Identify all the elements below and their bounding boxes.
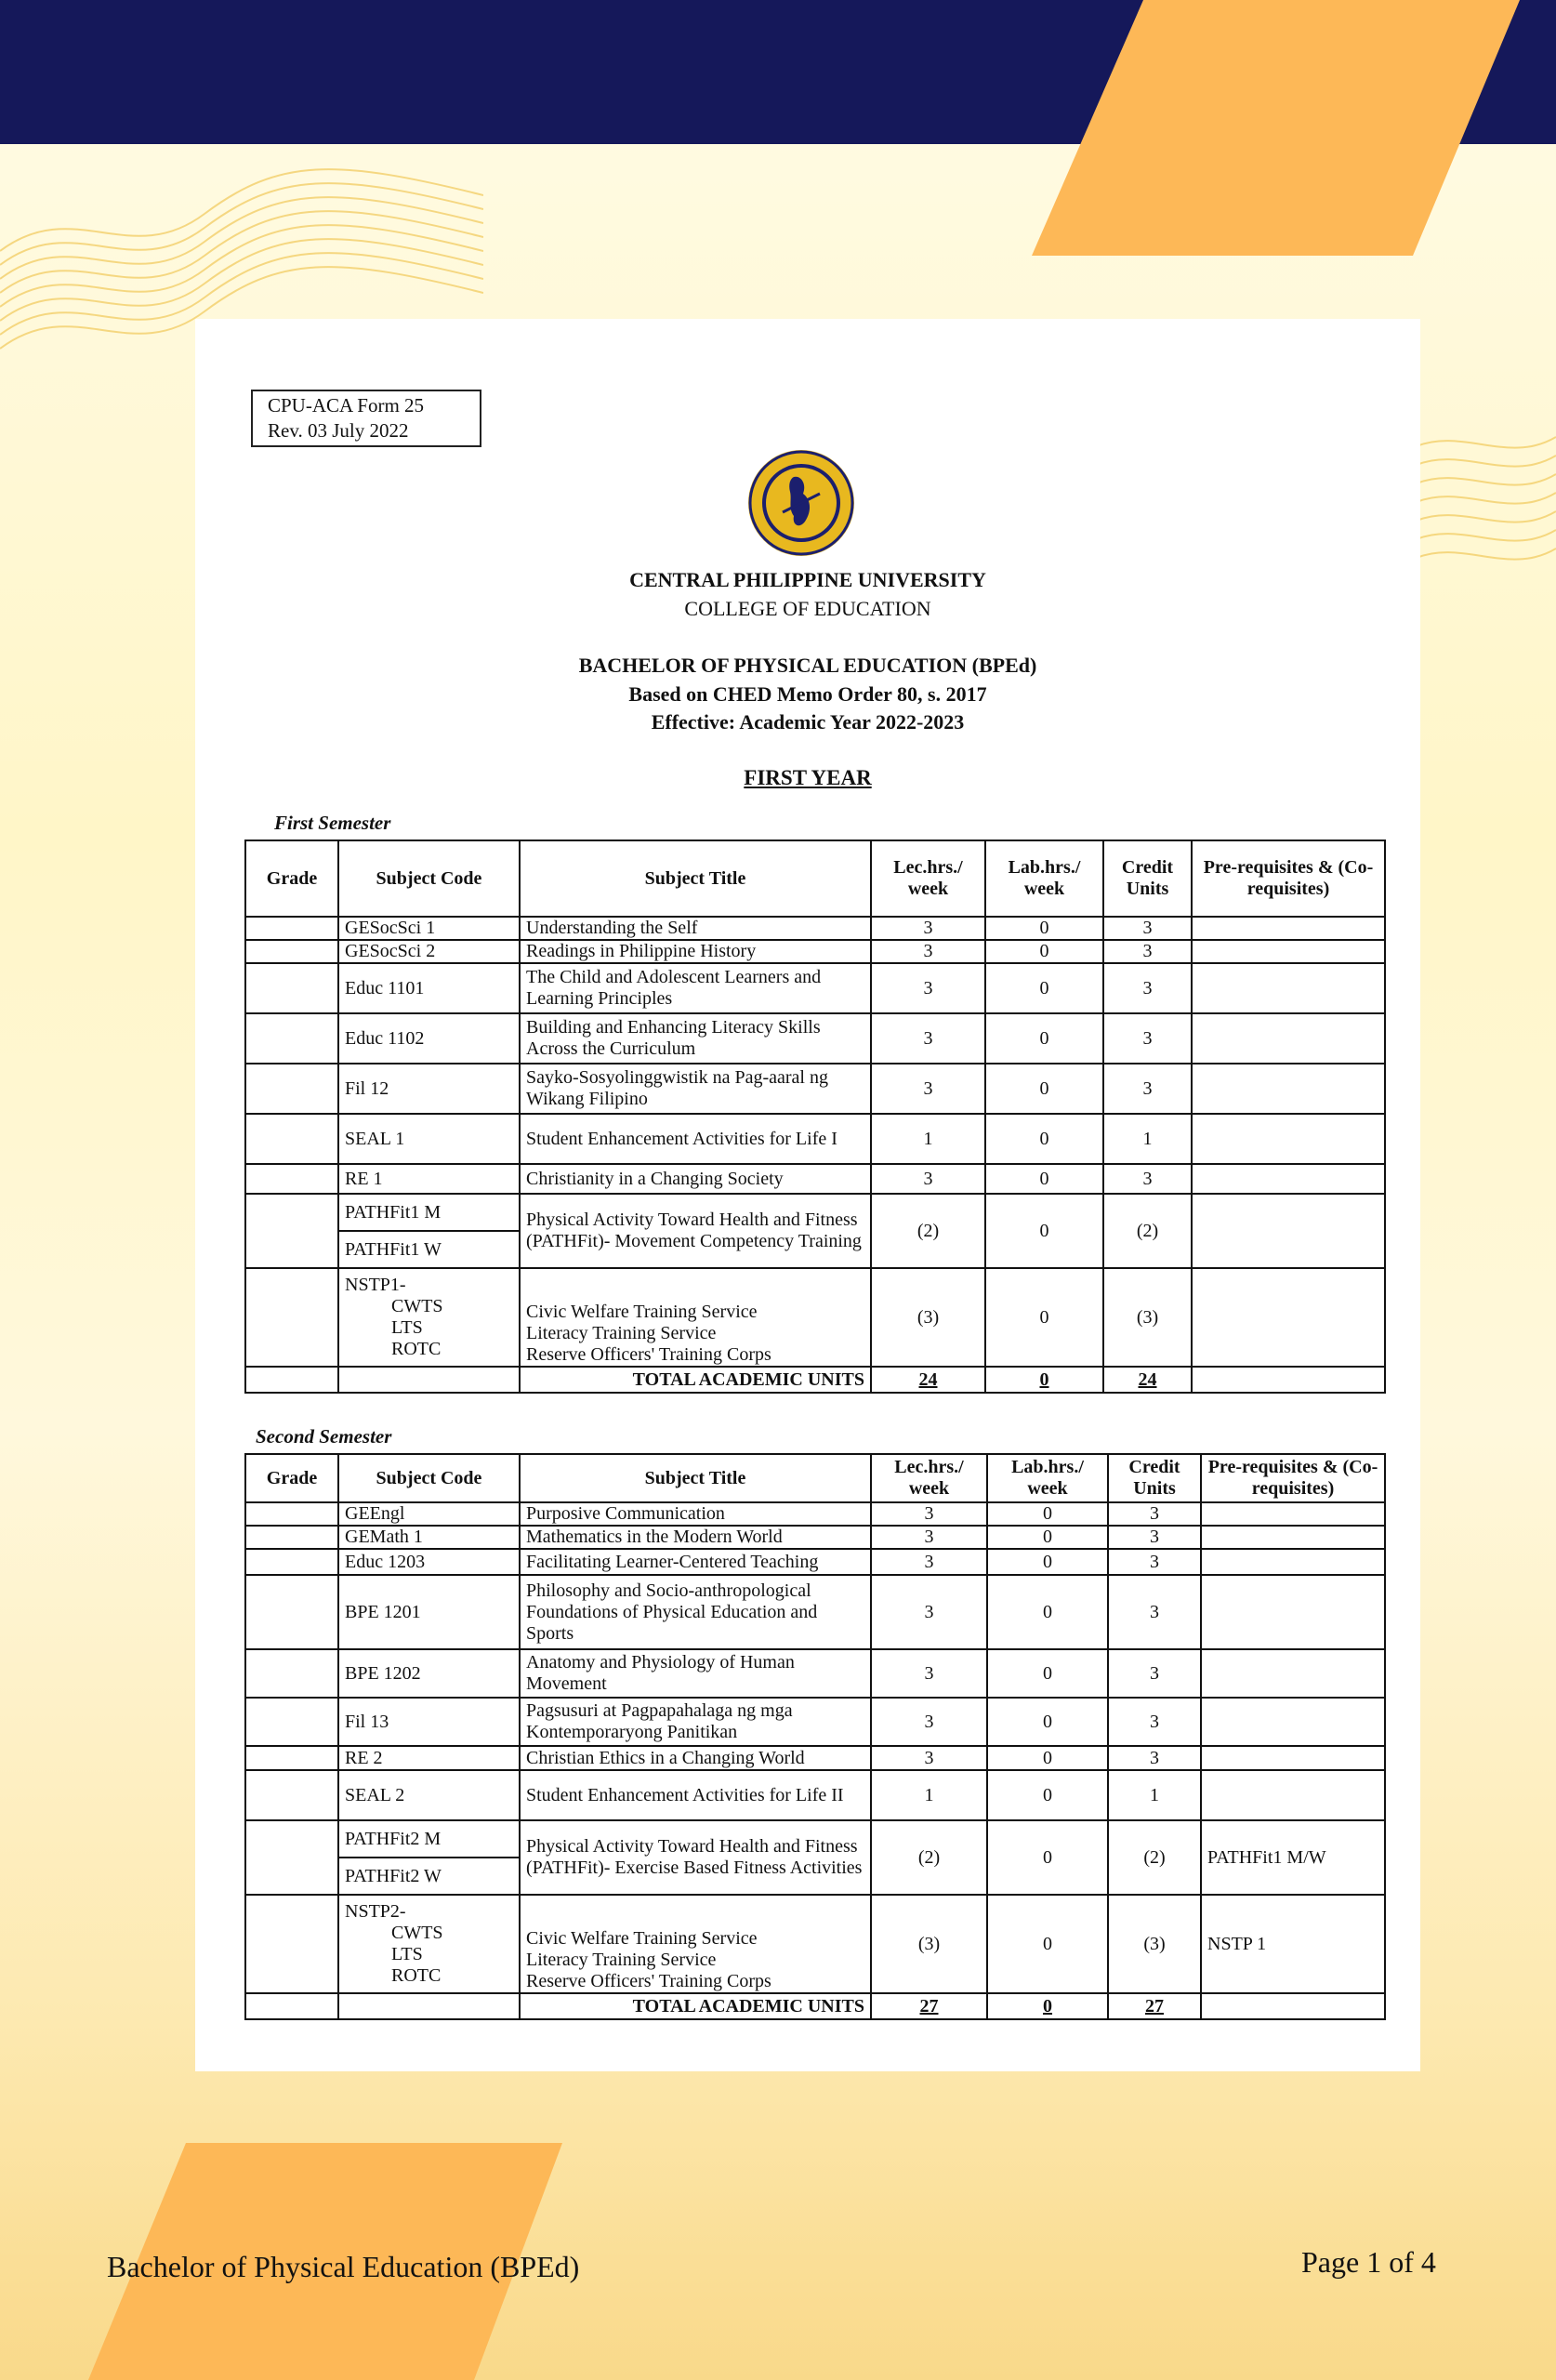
nstp-code: NSTP2- bbox=[345, 1901, 406, 1922]
subject-code-cell: SEAL 1 bbox=[338, 1114, 520, 1164]
grade-cell bbox=[245, 1526, 338, 1549]
nstp-component: ROTC bbox=[391, 1965, 442, 1986]
prerequisites-cell bbox=[1201, 1770, 1385, 1820]
lab-hours-cell: 0 bbox=[987, 1549, 1108, 1575]
total-lab-cell bbox=[987, 1993, 1108, 2019]
table-row bbox=[245, 963, 1385, 1013]
total-lab-cell bbox=[985, 1367, 1103, 1393]
grade-cell bbox=[245, 1770, 338, 1820]
subject-title-cell: Physical Activity Toward Health and Fitness (PATHFit)- Exercise Based Fitness Activities bbox=[520, 1820, 871, 1895]
subject-code-cell: BPE 1201 bbox=[338, 1575, 520, 1649]
subject-code-cell bbox=[338, 1367, 520, 1393]
subject-title-cell: Philosophy and Socio-anthropological Foundations of Physical Education and Sports bbox=[520, 1575, 871, 1649]
lec-hours-cell: 3 bbox=[871, 1064, 985, 1114]
credit-units-cell: 1 bbox=[1108, 1770, 1201, 1820]
grade-cell bbox=[245, 1895, 338, 1993]
lab-hours-cell: 0 bbox=[987, 1575, 1108, 1649]
grade-cell bbox=[245, 1575, 338, 1649]
credit-units-cell: 3 bbox=[1108, 1502, 1201, 1526]
lec-hours-cell: 3 bbox=[871, 1698, 987, 1746]
table-row bbox=[245, 1064, 1385, 1114]
grade-cell bbox=[245, 1114, 338, 1164]
credit-units-cell: 3 bbox=[1108, 1698, 1201, 1746]
prerequisites-header: Pre-requisites & (Co-requisites) bbox=[1192, 840, 1385, 917]
subject-title-header: Subject Title bbox=[520, 1454, 871, 1502]
nstp-code: NSTP1- bbox=[345, 1275, 406, 1295]
subject-code-cell: RE 2 bbox=[338, 1746, 520, 1770]
subject-title-cell bbox=[520, 1895, 871, 1993]
prerequisites-cell bbox=[1192, 1064, 1385, 1114]
total-lec-value: 27 bbox=[919, 1995, 939, 2016]
subject-code-cell: GESocSci 1 bbox=[338, 917, 520, 940]
subject-code-cell bbox=[338, 1895, 520, 1993]
lec-cell: (2) bbox=[871, 1820, 987, 1895]
prerequisites-cell bbox=[1192, 917, 1385, 940]
table-header-row bbox=[245, 840, 1385, 917]
subject-title-cell: Christian Ethics in a Changing World bbox=[520, 1746, 871, 1770]
decorative-wave-lines-right bbox=[1417, 428, 1556, 669]
grade-cell bbox=[245, 1993, 338, 2019]
footer-program-name: Bachelor of Physical Education (BPEd) bbox=[107, 2250, 580, 2283]
subject-code-cell: Educ 1102 bbox=[338, 1013, 520, 1064]
lab-hours-cell: 0 bbox=[985, 1114, 1103, 1164]
second-semester-label: Second Semester bbox=[256, 1425, 392, 1448]
subject-code-cell: GEMath 1 bbox=[338, 1526, 520, 1549]
grade-cell bbox=[245, 1820, 338, 1895]
subject-title-cell: Student Enhancement Activities for Life I bbox=[520, 1114, 871, 1164]
subject-title-cell: Building and Enhancing Literacy Skills Across the Curriculum bbox=[520, 1013, 871, 1064]
lec-cell: (2) bbox=[871, 1194, 985, 1268]
university-name: CENTRAL PHILIPPINE UNIVERSITY bbox=[629, 568, 986, 591]
lec-hours-cell: 3 bbox=[871, 1649, 987, 1698]
document-page bbox=[195, 319, 1420, 2071]
subject-code-cell: Educ 1101 bbox=[338, 963, 520, 1013]
grade-cell bbox=[245, 1268, 338, 1367]
prerequisites-cell: NSTP 1 bbox=[1201, 1895, 1385, 1993]
lec-cell: (3) bbox=[871, 1268, 985, 1367]
lec-hours-cell: 3 bbox=[871, 1502, 987, 1526]
total-credit-cell bbox=[1108, 1993, 1201, 2019]
subject-title-cell: Mathematics in the Modern World bbox=[520, 1526, 871, 1549]
credit-cell: (3) bbox=[1108, 1895, 1201, 1993]
subject-title-cell: Sayko-Sosyolinggwistik na Pag-aaral ng Wikang Filipino bbox=[520, 1064, 871, 1114]
prerequisites-cell bbox=[1201, 1746, 1385, 1770]
lec-hours-header: Lec.hrs./ week bbox=[871, 840, 985, 917]
total-lec-cell bbox=[871, 1367, 985, 1393]
lec-hours-cell: 3 bbox=[871, 1013, 985, 1064]
prerequisites-cell bbox=[1201, 1526, 1385, 1549]
prerequisites-cell bbox=[1201, 1698, 1385, 1746]
grade-cell bbox=[245, 1164, 338, 1194]
table-row-total bbox=[245, 1367, 1385, 1393]
top-orange-parallelogram bbox=[0, 0, 1556, 260]
total-credit-value: 24 bbox=[1138, 1368, 1157, 1390]
table-row-pathfit bbox=[245, 1194, 1385, 1231]
nstp-title-spacer bbox=[526, 1907, 864, 1928]
lab-cell: 0 bbox=[987, 1820, 1108, 1895]
nstp-component: ROTC bbox=[391, 1339, 442, 1359]
credit-units-cell: 3 bbox=[1103, 917, 1192, 940]
table-row bbox=[245, 1649, 1385, 1698]
lec-hours-cell: 1 bbox=[871, 1770, 987, 1820]
credit-units-cell: 3 bbox=[1108, 1746, 1201, 1770]
nstp-component-title: Reserve Officers' Training Corps bbox=[526, 1971, 771, 1991]
credit-units-header: Credit Units bbox=[1103, 840, 1192, 917]
nstp-component: LTS bbox=[391, 1317, 423, 1338]
credit-cell: (2) bbox=[1108, 1820, 1201, 1895]
table-row bbox=[245, 1770, 1385, 1820]
nstp-component: CWTS bbox=[391, 1296, 443, 1316]
lab-hours-cell: 0 bbox=[987, 1502, 1108, 1526]
subject-title-cell: Purposive Communication bbox=[520, 1502, 871, 1526]
credit-cell: (2) bbox=[1103, 1194, 1192, 1268]
credit-units-cell: 3 bbox=[1103, 940, 1192, 963]
table-row bbox=[245, 1114, 1385, 1164]
subject-title-cell: Anatomy and Physiology of Human Movement bbox=[520, 1649, 871, 1698]
subject-title-header: Subject Title bbox=[520, 840, 871, 917]
subject-title-cell: Readings in Philippine History bbox=[520, 940, 871, 963]
prerequisites-cell: PATHFit1 M/W bbox=[1201, 1820, 1385, 1895]
lab-hours-cell: 0 bbox=[985, 963, 1103, 1013]
grade-header: Grade bbox=[245, 840, 338, 917]
total-lab-value: 0 bbox=[1043, 1995, 1052, 2016]
subject-title-cell: Physical Activity Toward Health and Fitness (PATHFit)- Movement Competency Training bbox=[520, 1194, 871, 1268]
credit-units-cell: 3 bbox=[1108, 1649, 1201, 1698]
table-row-nstp bbox=[245, 1268, 1385, 1367]
nstp-component: LTS bbox=[391, 1944, 423, 1964]
subject-code-cell: BPE 1202 bbox=[338, 1649, 520, 1698]
table-header-row bbox=[245, 1454, 1385, 1502]
table-row-nstp bbox=[245, 1895, 1385, 1993]
lec-hours-header: Lec.hrs./ week bbox=[871, 1454, 987, 1502]
second-semester-table bbox=[244, 1453, 1386, 2020]
table-row bbox=[245, 917, 1385, 940]
nstp-component: CWTS bbox=[391, 1923, 443, 1943]
credit-units-cell: 3 bbox=[1103, 1164, 1192, 1194]
table-row bbox=[245, 1013, 1385, 1064]
subject-title-cell: Christianity in a Changing Society bbox=[520, 1164, 871, 1194]
lec-cell: (3) bbox=[871, 1895, 987, 1993]
credit-units-cell: 3 bbox=[1103, 1064, 1192, 1114]
lab-hours-cell: 0 bbox=[985, 917, 1103, 940]
subject-title-cell: The Child and Adolescent Learners and Learning Principles bbox=[520, 963, 871, 1013]
subject-title-cell: Pagsusuri at Pagpapahalaga ng mga Kontemporaryong Panitikan bbox=[520, 1698, 871, 1746]
prerequisites-cell bbox=[1201, 1575, 1385, 1649]
lab-hours-cell: 0 bbox=[987, 1746, 1108, 1770]
subject-code-header: Subject Code bbox=[338, 840, 520, 917]
nstp-component-title: Literacy Training Service bbox=[526, 1323, 717, 1343]
subject-title-cell bbox=[520, 1268, 871, 1367]
form-id-box bbox=[251, 390, 481, 447]
lec-hours-cell: 3 bbox=[871, 940, 985, 963]
prerequisites-cell bbox=[1192, 1367, 1385, 1393]
credit-units-cell: 3 bbox=[1103, 1013, 1192, 1064]
grade-cell bbox=[245, 963, 338, 1013]
lab-hours-cell: 0 bbox=[987, 1770, 1108, 1820]
subject-code-cell: PATHFit2 W bbox=[338, 1858, 520, 1895]
total-label: TOTAL ACADEMIC UNITS bbox=[520, 1367, 871, 1393]
grade-cell bbox=[245, 1649, 338, 1698]
grade-cell bbox=[245, 1502, 338, 1526]
first-semester-label: First Semester bbox=[274, 812, 391, 834]
nstp-component-title: Civic Welfare Training Service bbox=[526, 1928, 758, 1949]
grade-cell bbox=[245, 1698, 338, 1746]
prerequisites-cell bbox=[1192, 940, 1385, 963]
lab-hours-cell: 0 bbox=[985, 1164, 1103, 1194]
lab-hours-cell: 0 bbox=[985, 940, 1103, 963]
form-number: CPU-ACA Form 25 bbox=[268, 394, 425, 416]
program-title: BACHELOR OF PHYSICAL EDUCATION (BPEd) bbox=[578, 654, 1037, 677]
subject-code-cell bbox=[338, 1268, 520, 1367]
table-row bbox=[245, 1502, 1385, 1526]
credit-units-cell: 3 bbox=[1103, 963, 1192, 1013]
subject-title-cell: Facilitating Learner-Centered Teaching bbox=[520, 1549, 871, 1575]
table-row bbox=[245, 1698, 1385, 1746]
grade-cell bbox=[245, 940, 338, 963]
lec-hours-cell: 3 bbox=[871, 1526, 987, 1549]
total-lec-value: 24 bbox=[918, 1368, 938, 1390]
subject-code-cell: PATHFit1 W bbox=[338, 1231, 520, 1268]
nstp-title-spacer bbox=[526, 1280, 864, 1302]
total-credit-value: 27 bbox=[1145, 1995, 1164, 2016]
lab-hours-header: Lab.hrs./ week bbox=[987, 1454, 1108, 1502]
subject-code-cell: SEAL 2 bbox=[338, 1770, 520, 1820]
credit-units-cell: 1 bbox=[1103, 1114, 1192, 1164]
prerequisites-cell bbox=[1201, 1993, 1385, 2019]
grade-cell bbox=[245, 917, 338, 940]
subject-code-cell: GESocSci 2 bbox=[338, 940, 520, 963]
total-credit-cell bbox=[1103, 1367, 1192, 1393]
credit-units-cell: 3 bbox=[1108, 1549, 1201, 1575]
grade-header: Grade bbox=[245, 1454, 338, 1502]
subject-title-cell: Understanding the Self bbox=[520, 917, 871, 940]
lab-cell: 0 bbox=[987, 1895, 1108, 1993]
lab-cell: 0 bbox=[985, 1194, 1103, 1268]
subject-code-cell: Fil 12 bbox=[338, 1064, 520, 1114]
lec-hours-cell: 3 bbox=[871, 963, 985, 1013]
subject-title-cell: Student Enhancement Activities for Life II bbox=[520, 1770, 871, 1820]
grade-cell bbox=[245, 1194, 338, 1268]
prerequisites-cell bbox=[1201, 1502, 1385, 1526]
prerequisites-cell bbox=[1192, 1013, 1385, 1064]
credit-units-cell: 3 bbox=[1108, 1526, 1201, 1549]
lec-hours-cell: 3 bbox=[871, 1164, 985, 1194]
prerequisites-cell bbox=[1192, 1164, 1385, 1194]
prerequisites-cell bbox=[1192, 1114, 1385, 1164]
lab-hours-cell: 0 bbox=[987, 1649, 1108, 1698]
lab-hours-header: Lab.hrs./ week bbox=[985, 840, 1103, 917]
subject-code-cell: PATHFit2 M bbox=[338, 1820, 520, 1858]
table-row bbox=[245, 1164, 1385, 1194]
prerequisites-cell bbox=[1192, 963, 1385, 1013]
lec-hours-cell: 3 bbox=[871, 1746, 987, 1770]
lec-hours-cell: 3 bbox=[871, 1575, 987, 1649]
prerequisites-cell bbox=[1201, 1549, 1385, 1575]
subject-code-cell: GEEngl bbox=[338, 1502, 520, 1526]
form-revision: Rev. 03 July 2022 bbox=[268, 419, 409, 442]
footer-page-number: Page 1 of 4 bbox=[1301, 2245, 1436, 2279]
table-row bbox=[245, 940, 1385, 963]
total-lab-value: 0 bbox=[1039, 1368, 1049, 1390]
grade-cell bbox=[245, 1013, 338, 1064]
table-row bbox=[245, 1526, 1385, 1549]
nstp-component-title: Reserve Officers' Training Corps bbox=[526, 1344, 771, 1365]
subject-code-cell: PATHFit1 M bbox=[338, 1194, 520, 1231]
lab-hours-cell: 0 bbox=[987, 1526, 1108, 1549]
lec-hours-cell: 3 bbox=[871, 1549, 987, 1575]
credit-cell: (3) bbox=[1103, 1268, 1192, 1367]
lab-cell: 0 bbox=[985, 1268, 1103, 1367]
ched-memo: Based on CHED Memo Order 80, s. 2017 bbox=[628, 682, 987, 706]
nstp-component-title: Literacy Training Service bbox=[526, 1950, 717, 1970]
lec-hours-cell: 3 bbox=[871, 917, 985, 940]
prerequisites-header: Pre-requisites & (Co-requisites) bbox=[1201, 1454, 1385, 1502]
lec-hours-cell: 1 bbox=[871, 1114, 985, 1164]
grade-cell bbox=[245, 1064, 338, 1114]
subject-code-cell: Educ 1203 bbox=[338, 1549, 520, 1575]
prerequisites-cell bbox=[1192, 1268, 1385, 1367]
subject-code-cell: RE 1 bbox=[338, 1164, 520, 1194]
university-seal-icon bbox=[745, 447, 857, 559]
subject-code-header: Subject Code bbox=[338, 1454, 520, 1502]
subject-code-cell bbox=[338, 1993, 520, 2019]
college-name: COLLEGE OF EDUCATION bbox=[684, 597, 931, 620]
first-semester-table bbox=[244, 840, 1386, 1394]
subject-code-cell: Fil 13 bbox=[338, 1698, 520, 1746]
total-label: TOTAL ACADEMIC UNITS bbox=[520, 1993, 871, 2019]
table-row bbox=[245, 1746, 1385, 1770]
lab-hours-cell: 0 bbox=[987, 1698, 1108, 1746]
effective-year: Effective: Academic Year 2022-2023 bbox=[651, 710, 965, 734]
total-lec-cell bbox=[871, 1993, 987, 2019]
year-heading: FIRST YEAR bbox=[744, 766, 872, 789]
table-row bbox=[245, 1549, 1385, 1575]
lab-hours-cell: 0 bbox=[985, 1013, 1103, 1064]
prerequisites-cell bbox=[1192, 1194, 1385, 1268]
nstp-component-title: Civic Welfare Training Service bbox=[526, 1302, 758, 1322]
lab-hours-cell: 0 bbox=[985, 1064, 1103, 1114]
table-row bbox=[245, 1575, 1385, 1649]
grade-cell bbox=[245, 1367, 338, 1393]
table-row-total bbox=[245, 1993, 1385, 2019]
grade-cell bbox=[245, 1549, 338, 1575]
grade-cell bbox=[245, 1746, 338, 1770]
prerequisites-cell bbox=[1201, 1649, 1385, 1698]
credit-units-cell: 3 bbox=[1108, 1575, 1201, 1649]
table-row-pathfit bbox=[245, 1820, 1385, 1858]
credit-units-header: Credit Units bbox=[1108, 1454, 1201, 1502]
